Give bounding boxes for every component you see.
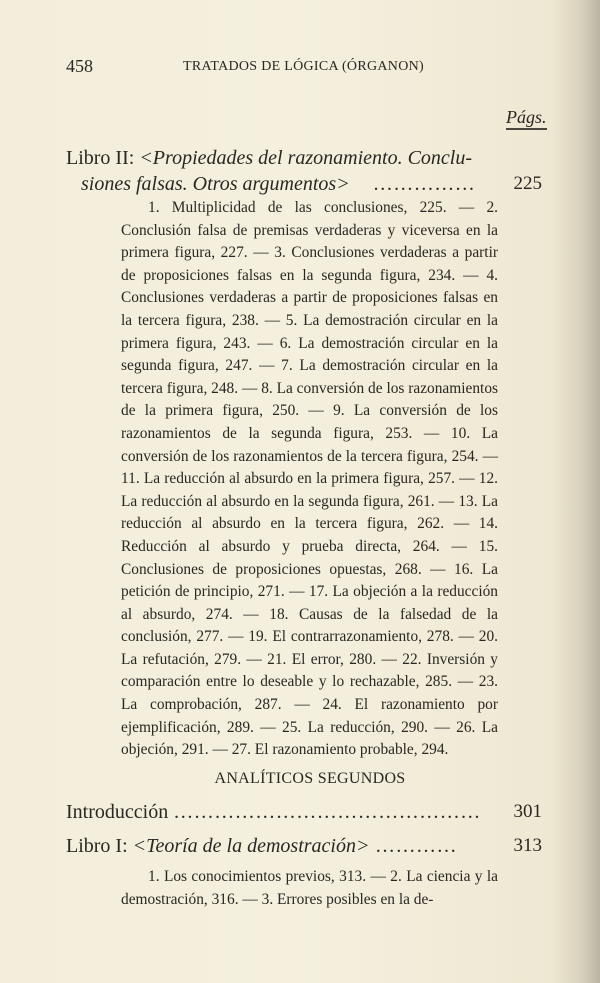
toc-entry-introduccion	[66, 800, 542, 824]
toc-entry-line	[66, 146, 542, 170]
pages-column-label: Págs.	[506, 106, 547, 130]
section-title: ANALÍTICOS SEGUNDOS	[214, 770, 406, 787]
toc-entry-page: 225	[513, 173, 542, 194]
toc-entry-summary: 1. Los conocimientos previos, 313. — 2. La ciencia y la demostración, 316. — 3. Errores posibles en la de-	[121, 868, 498, 908]
page-number: 458	[66, 56, 93, 76]
toc-entry-line	[66, 834, 542, 858]
leader-dots: …………	[369, 835, 457, 857]
toc-entry-libro-i	[66, 834, 542, 858]
toc-entry-line	[66, 800, 542, 824]
toc-entry-libro-ii	[66, 146, 542, 196]
toc-entry-page: 301	[513, 801, 542, 822]
toc-entry-label: Introducción	[66, 801, 174, 823]
toc-entry-line	[66, 172, 542, 196]
leader-dots: ………………………………………	[173, 801, 481, 823]
toc-entry-summary: 1. Multiplicidad de las conclusiones, 225. — 2. Conclusión falsa de premisas verdaderas y viceversa en la primera figura, 227. — 3. Conclusiones verdaderas a partir de proposiciones falsas en la segunda figura, 234. — 4. Conclusiones verdaderas a partir de proposiciones falsas en la tercera figura, 238. — 5. La demostración circular en la primera figura, 243. — 6. La demostración circular en la segunda figura, 247. — 7. La demostración circular en la tercera figura, 248. — 8. La conversión de los razonamientos de la primera figura, 250. — 9. La conversión de los razonamientos de la segunda figura, 253. — 10. La conversión de los razonamientos de la tercera figura, 254. — 11. La reducción al absurdo en la primera figura, 257. — 12. La reducción al absurdo en la segunda figura, 261. — 13. La reducción al absurdo en la tercera figura, 262. — 14. Reducción al absurdo y prueba directa, 264. — 15. Conclusiones de proposiciones opuestas, 268. — 16. La petición de principio, 271. — 17. La objeción a la reducción al absurdo, 274. — 18. Causas de la falsedad de la conclusión, 277. — 19. El contrarrazonamiento, 278. — 20. La refutación, 279. — 21. El error, 280. — 22. Inversión y comparación entre lo deseable y lo rechazable, 285. — 23. La comprobación, 287. — 24. El razonamiento por ejemplificación, 289. — 25. La reducción, 290. — 26. La objeción, 291. — 27. El razonamiento probable, 294.	[121, 199, 498, 759]
toc-entry-title-line2: siones falsas. Otros argumentos>	[81, 173, 350, 195]
running-head-title: TRATADOS DE LÓGICA (ÓRGANON)	[183, 59, 424, 74]
toc-entry-title: <Teoría de la demostración>	[132, 835, 370, 857]
toc-entry-page: 313	[513, 835, 542, 856]
running-head	[66, 56, 496, 80]
toc-entry-label: Libro I:	[66, 835, 133, 857]
toc-entry-title-line1: <Propiedades del razonamiento. Conclu-	[139, 147, 473, 169]
leader-dots: ……………	[372, 173, 476, 195]
toc-entry-label: Libro II:	[66, 147, 140, 169]
